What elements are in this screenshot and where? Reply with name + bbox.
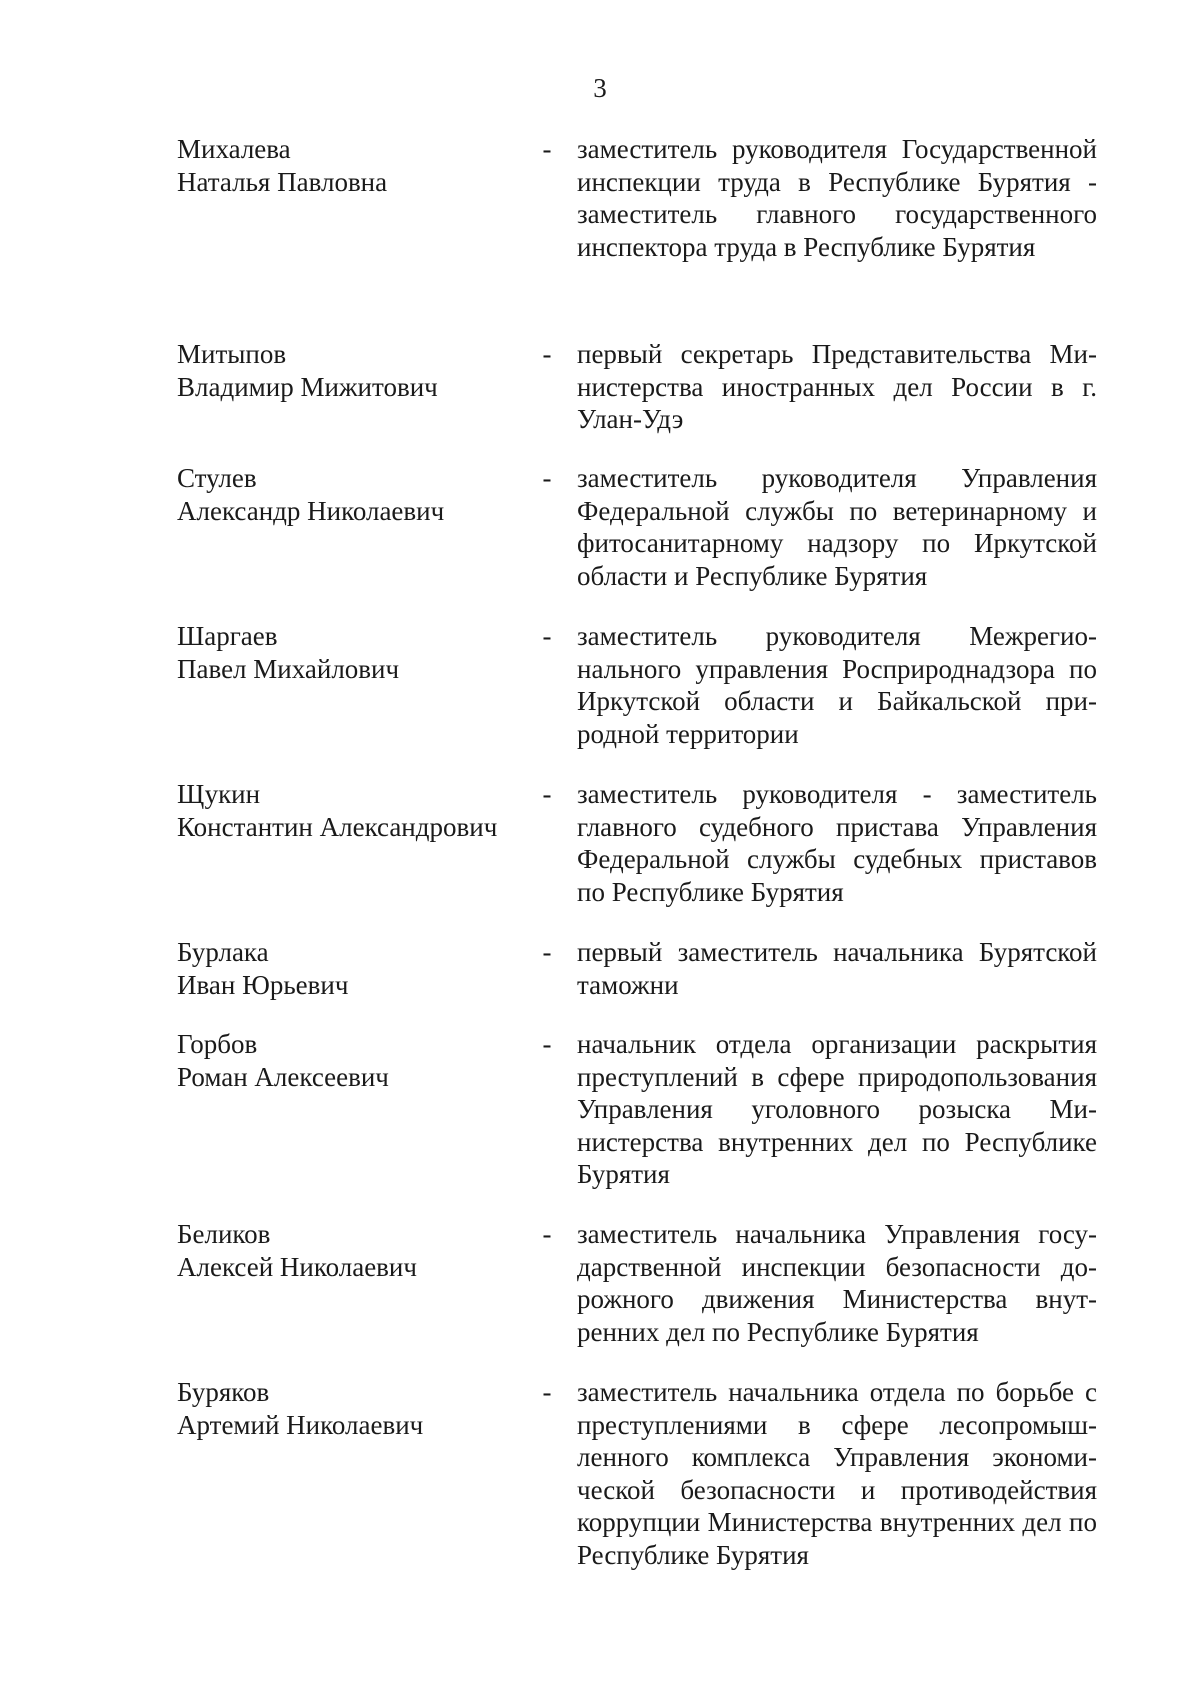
dash-separator: - [542, 621, 552, 651]
dash-separator: - [542, 937, 552, 967]
given-names: Алексей Николаевич [177, 1251, 417, 1282]
dash-separator: - [542, 1219, 552, 1249]
given-names: Александр Николаевич [177, 495, 445, 526]
position-description: первый заместитель начальника Бурятской таможни [577, 937, 1097, 1000]
surname: Стулев [177, 463, 257, 493]
person-name [177, 462, 537, 527]
position-description: первый секретарь Представительства Министерства иностранных дел России в г. Улан-Удэ [577, 339, 1097, 434]
dash-separator: - [542, 463, 552, 493]
dash-separator: - [542, 1029, 552, 1059]
person-name [177, 620, 537, 685]
position-description: заместитель руководителя Государственной инспекции труда в Республике Бурятия - заместитель главного государственного инспектора труда в Республике Бурятия [577, 134, 1097, 262]
surname: Горбов [177, 1029, 258, 1059]
surname: Митыпов [177, 339, 287, 369]
given-names: Владимир Мижитович [177, 371, 438, 402]
given-names: Константин Александрович [177, 811, 498, 842]
surname: Бурлака [177, 937, 269, 967]
position-description: начальник отдела организации раскрытия преступлений в сфере природопользования Управления уголовного розыска Министерства внутренних дел по Республике Бурятия [577, 1029, 1097, 1189]
page-number: 3 [593, 73, 607, 103]
surname: Беликов [177, 1219, 271, 1249]
person-name [177, 778, 537, 843]
position-description: заместитель руководителя Межрегионального управления Росприроднадзора по Иркутской области и Байкальской природной территории [577, 621, 1097, 749]
surname: Буряков [177, 1377, 270, 1407]
surname: Шаргаев [177, 621, 278, 651]
surname: Щукин [177, 779, 261, 809]
person-name [177, 1028, 537, 1093]
given-names: Роман Алексеевич [177, 1061, 389, 1092]
surname: Михалева [177, 134, 291, 164]
dash-separator: - [542, 134, 552, 164]
dash-separator: - [542, 779, 552, 809]
person-name [177, 936, 537, 1001]
person-name [177, 133, 537, 198]
dash-separator: - [542, 1377, 552, 1407]
person-name [177, 1376, 537, 1441]
given-names: Наталья Павловна [177, 166, 388, 197]
position-description: заместитель руководителя Управления Федеральной службы по ветеринарному и фитосанитарному надзору по Иркутской области и Республике Бурятия [577, 463, 1097, 591]
person-name [177, 338, 537, 403]
position-description: заместитель начальника Управления государственной инспекции безопасности дорожного движения Министерства внутренних дел по Республике Бурятия [577, 1219, 1097, 1347]
position-description: заместитель начальника отдела по борьбе с преступлениями в сфере лесопромышленного комплекса Управления экономической безопасности и противодействия коррупции Министерства внутренних дел по Республике Бурятия [577, 1377, 1097, 1570]
position-description: заместитель руководителя - заместитель главного судебного пристава Управления Федеральной службы судебных приставов по Республике Бурятия [577, 779, 1097, 907]
person-name [177, 1218, 537, 1283]
given-names: Павел Михайлович [177, 653, 400, 684]
dash-separator: - [542, 339, 552, 369]
given-names: Артемий Николаевич [177, 1409, 424, 1440]
given-names: Иван Юрьевич [177, 969, 349, 1000]
